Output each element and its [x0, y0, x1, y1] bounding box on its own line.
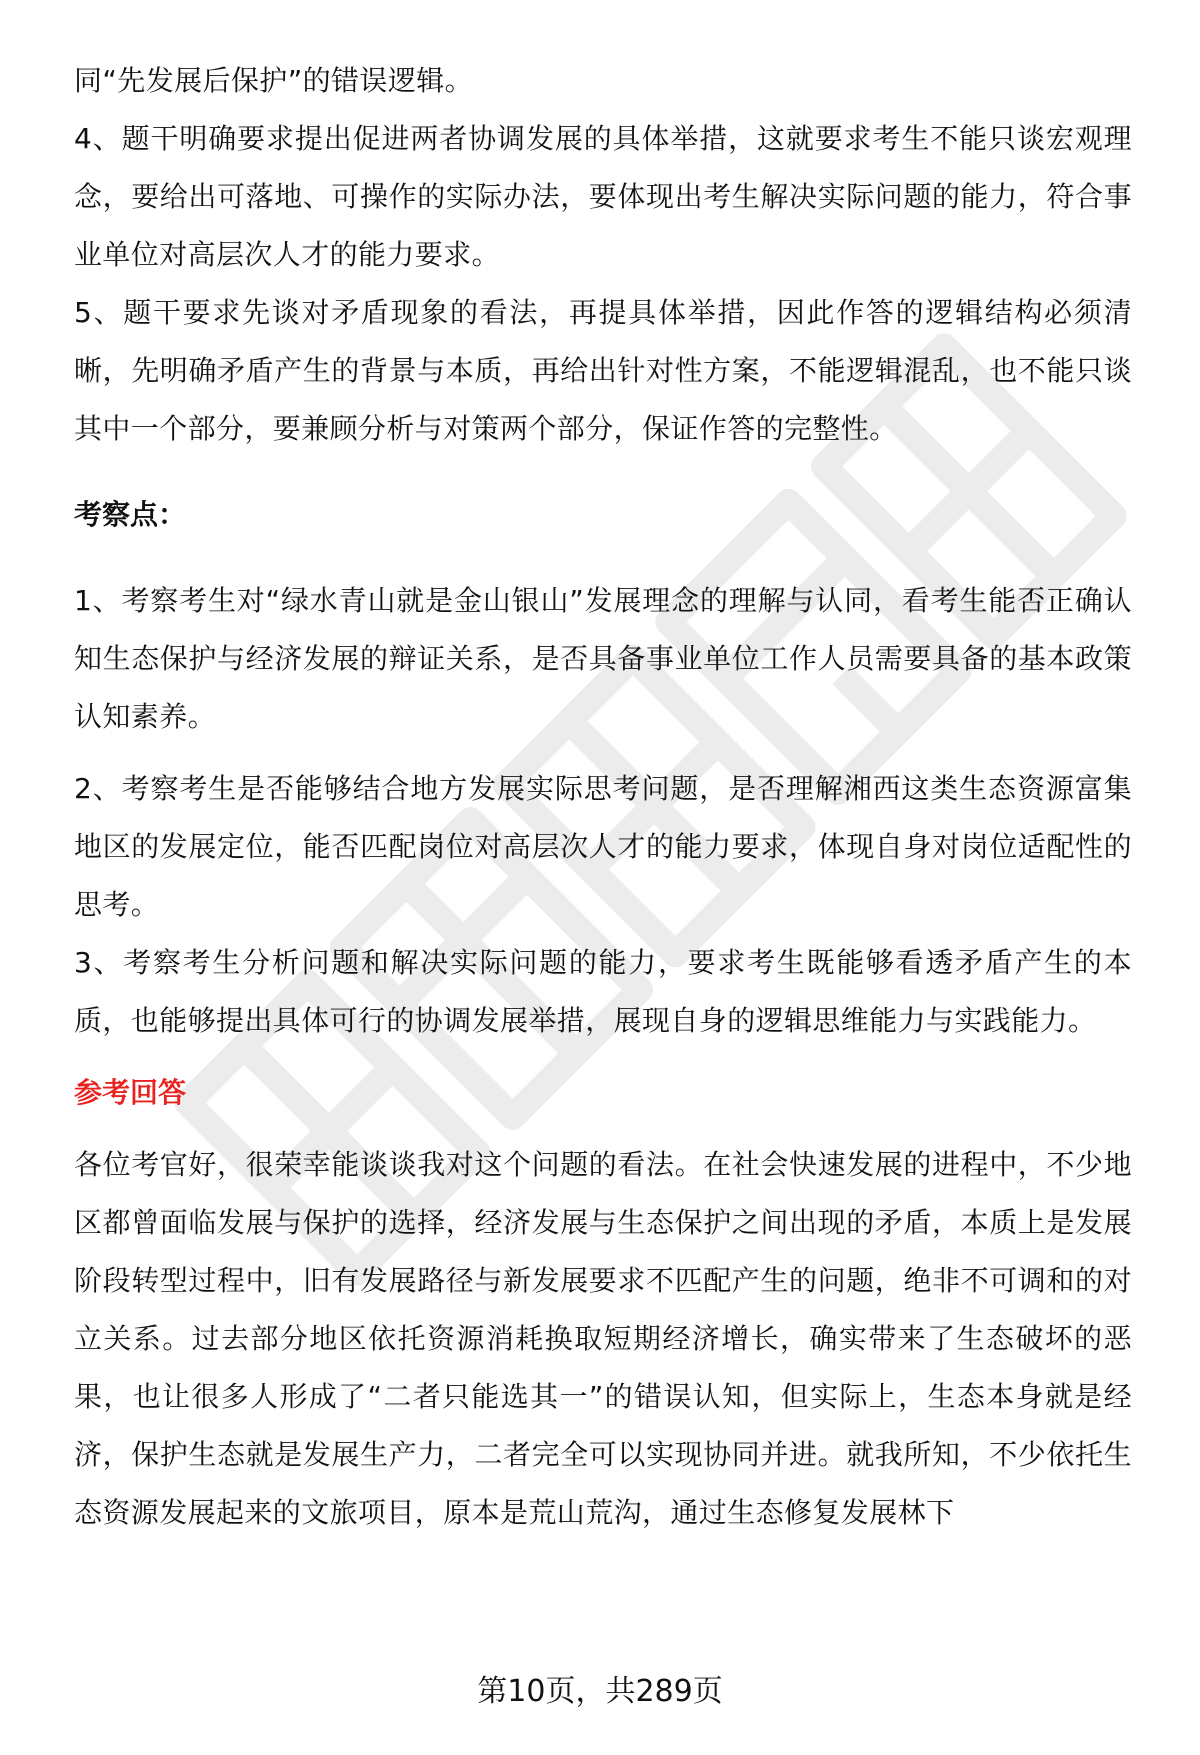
body-paragraph: 5、题干要求先谈对矛盾现象的看法，再提具体举措，因此作答的逻辑结构必须清晰，先明确矛盾产生的背景与本质，再给出针对性方案，不能逻辑混乱，也不能只谈其中一个部分，要兼顾分析与对策两个部分，保证作答的完整性。: [74, 296, 1132, 445]
answer-paragraph: 各位考官好，很荣幸能谈谈我对这个问题的看法。在社会快速发展的进程中，不少地区都曾面临发展与保护的选择，经济发展与生态保护之间出现的矛盾，本质上是发展阶段转型过程中，旧有发展路径与新发展要求不匹配产生的问题，绝非不可调和的对立关系。过去部分地区依托资源消耗换取短期经济增长，确实带来了生态破坏的恶果，也让很多人形成了“二者只能选其一”的错误认知，但实际上，生态本身就是经济，保护生态就是发展生产力，二者完全可以实现协同并进。就我所知，不少依托生态资源发展起来的文旅项目，原本是荒山荒沟，通过生态修复发展林下: [74, 1148, 1132, 1529]
section-heading-answer: 参考回答: [74, 1076, 187, 1109]
point-item: 2、考察考生是否能够结合地方发展实际思考问题，是否理解湘西这类生态资源富集地区的发展定位，能否匹配岗位对高层次人才的能力要求，体现自身对岗位适配性的思考。: [74, 772, 1132, 921]
page-number-footer: 第10页，共289页: [477, 1674, 723, 1709]
point-item: 1、考察考生对“绿水青山就是金山银山”发展理念的理解与认同，看考生能否正确认知生态保护与经济发展的辩证关系，是否具备事业单位工作人员需要具备的基本政策认知素养。: [74, 584, 1132, 733]
point-item: 3、考察考生分析问题和解决实际问题的能力，要求考生既能够看透矛盾产生的本质，也能够提出具体可行的协调发展举措，展现自身的逻辑思维能力与实践能力。: [74, 946, 1132, 1037]
section-heading-points: 考察点：: [74, 498, 187, 531]
document-body: [74, 52, 1132, 1542]
body-paragraph: 同“先发展后保护”的错误逻辑。: [74, 64, 474, 97]
body-paragraph: 4、题干明确要求提出促进两者协调发展的具体举措，这就要求考生不能只谈宏观理念，要给出可落地、可操作的实际办法，要体现出考生解决实际问题的能力，符合事业单位对高层次人才的能力要求。: [74, 122, 1132, 271]
